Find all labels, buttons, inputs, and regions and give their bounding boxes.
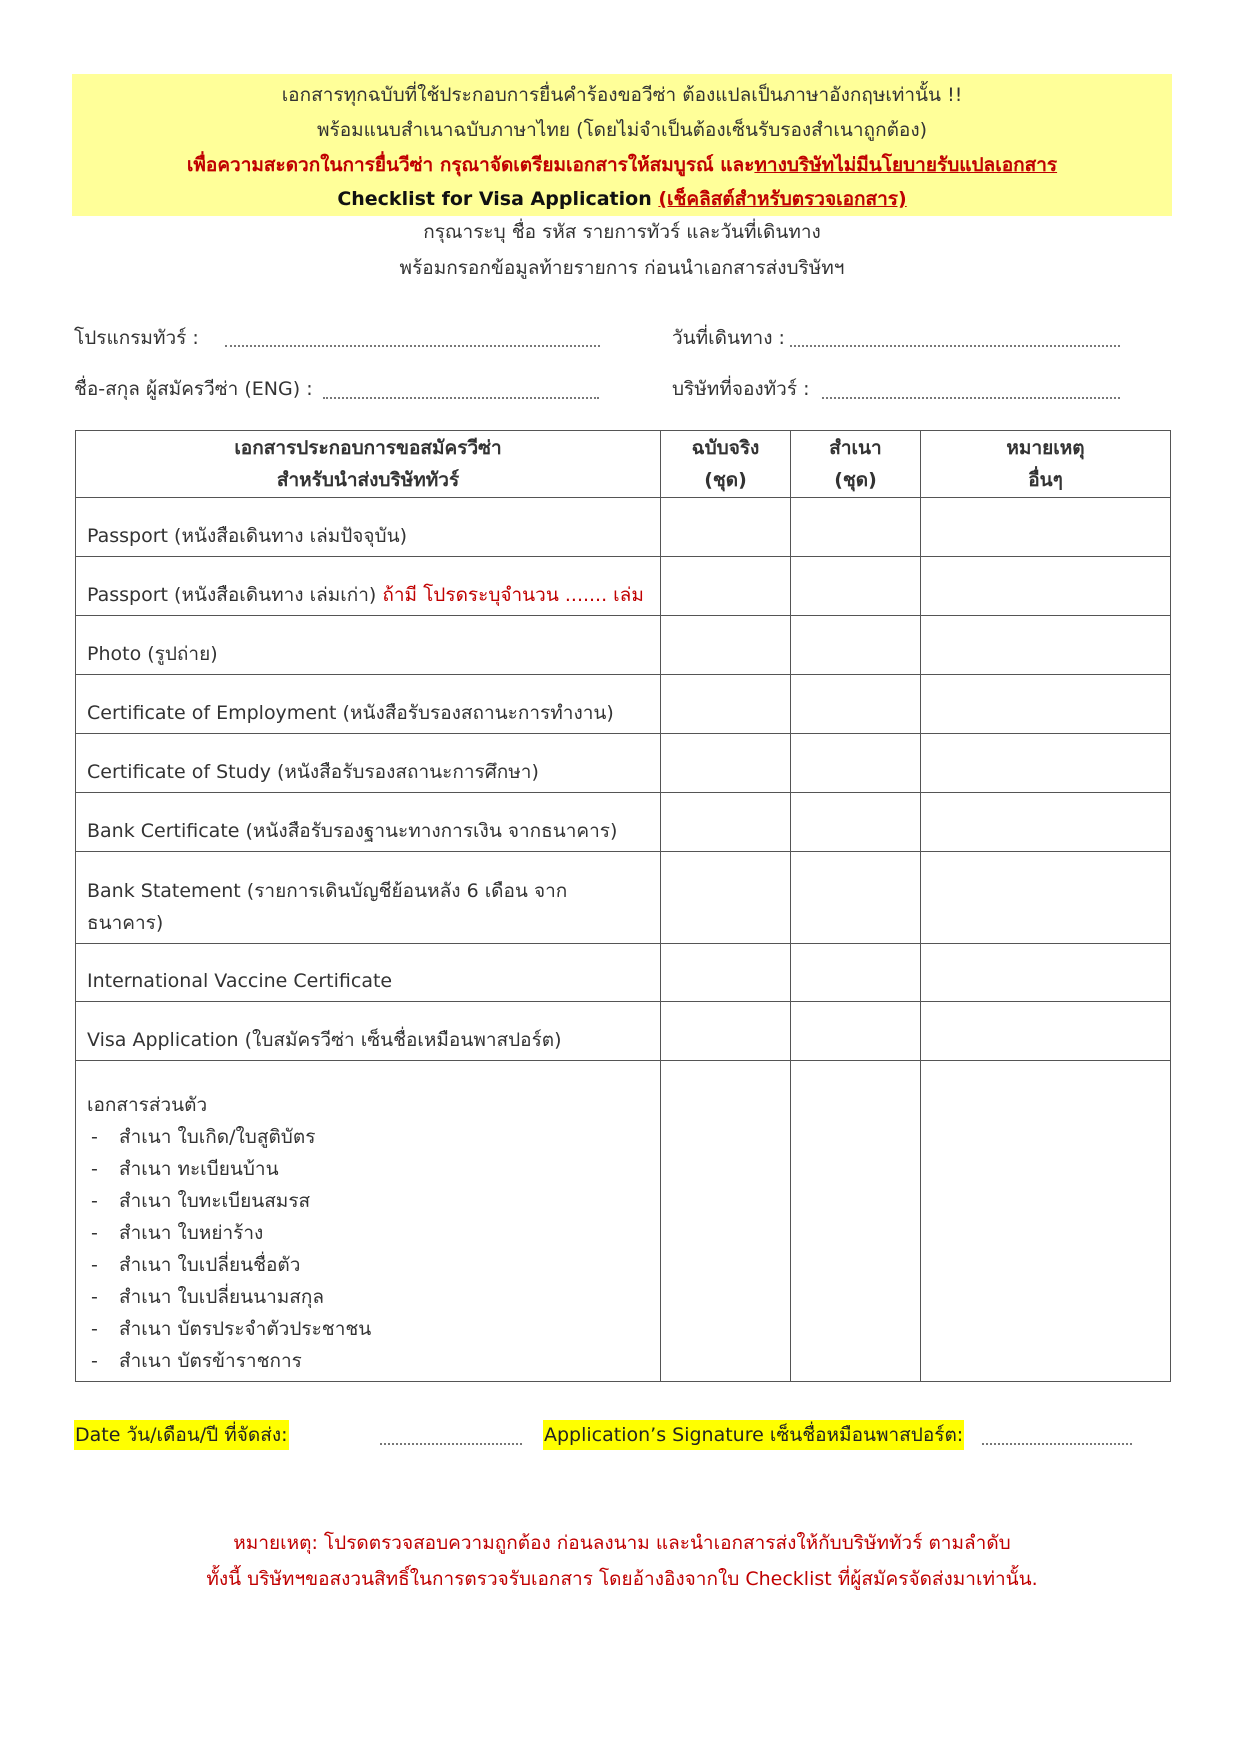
list-item-text: สำเนา ใบทะเบียนสมรส bbox=[119, 1190, 311, 1212]
row-certificate-employment: Certificate of Employment (หนังสือรับรองสถานะการทำงาน) bbox=[76, 675, 661, 734]
submission-date-field[interactable] bbox=[380, 1443, 522, 1445]
header-remarks-line2: อื่นๆ bbox=[1028, 469, 1063, 491]
table-row bbox=[76, 944, 1171, 1002]
header-copy bbox=[791, 431, 921, 498]
remarks-cell[interactable] bbox=[921, 557, 1171, 616]
list-bullet: - bbox=[91, 1158, 98, 1180]
remarks-cell[interactable] bbox=[921, 1002, 1171, 1061]
list-item-text: สำเนา บัตรประจำตัวประชาชน bbox=[119, 1318, 372, 1340]
row-personal-documents bbox=[76, 1061, 661, 1382]
list-bullet: - bbox=[91, 1254, 98, 1276]
row-bank-certificate: Bank Certificate (หนังสือรับรองฐานะทางการเงิน จากธนาคาร) bbox=[76, 793, 661, 852]
row-visa-application: Visa Application (ใบสมัครวีซ่า เซ็นชื่อเหมือนพาสปอร์ต) bbox=[76, 1002, 661, 1061]
header-document-line2: สำหรับนำส่งบริษัททัวร์ bbox=[276, 469, 460, 491]
list-item bbox=[87, 1345, 650, 1377]
copy-count-cell[interactable] bbox=[791, 498, 921, 557]
submission-date-label: Date วัน/เดือน/ปี ที่จัดส่ง: bbox=[74, 1420, 289, 1450]
footer-note-line-1: หมายเหตุ: โปรดตรวจสอบความถูกต้อง ก่อนลงนาม และนำเอกสารส่งให้กับบริษัททัวร์ ตามลำดับ bbox=[233, 1532, 1011, 1554]
table-row bbox=[76, 675, 1171, 734]
row-passport-old bbox=[76, 557, 661, 616]
original-count-cell[interactable] bbox=[661, 1002, 791, 1061]
copy-count-cell[interactable] bbox=[791, 1002, 921, 1061]
notice-line-2: พร้อมแนบสำเนาฉบับภาษาไทย (โดยไม่จำเป็นต้องเซ็นรับรองสำเนาถูกต้อง) bbox=[316, 119, 928, 141]
list-item bbox=[87, 1185, 650, 1217]
remarks-cell[interactable] bbox=[921, 1061, 1171, 1382]
remarks-cell[interactable] bbox=[921, 498, 1171, 557]
signature-label: Application’s Signature เซ็นชื่อหมือนพาสปอร์ต: bbox=[543, 1420, 964, 1450]
header-original bbox=[661, 431, 791, 498]
list-item-text: สำเนา ใบเปลี่ยนนามสกุล bbox=[119, 1286, 325, 1308]
table-row bbox=[76, 616, 1171, 675]
list-bullet: - bbox=[91, 1126, 98, 1148]
booking-company-label: บริษัทที่จองทัวร์ : bbox=[672, 378, 810, 400]
remarks-cell[interactable] bbox=[921, 852, 1171, 944]
copy-count-cell[interactable] bbox=[791, 793, 921, 852]
header-document bbox=[76, 431, 661, 498]
notice-line-1: เอกสารทุกฉบับที่ใช้ประกอบการยื่นคำร้องขอวีซ่า ต้องแปลเป็นภาษาอังกฤษเท่านั้น !! bbox=[281, 84, 963, 106]
no-translation-policy: ทางบริษัทไม่มีนโยบายรับแปลเอกสาร bbox=[754, 154, 1058, 176]
table-row bbox=[76, 1002, 1171, 1061]
row-passport-current: Passport (หนังสือเดินทาง เล่มปัจจุบัน) bbox=[76, 498, 661, 557]
header-document-line1: เอกสารประกอบการขอสมัครวีซ่า bbox=[234, 437, 502, 459]
checklist-title-th: (เช็คลิสต์สำหรับตรวจเอกสาร) bbox=[658, 188, 907, 210]
list-item-text: สำเนา ทะเบียนบ้าน bbox=[119, 1158, 279, 1180]
passport-old-note: ถ้ามี โปรดระบุจำนวน ....... เล่ม bbox=[382, 584, 644, 606]
list-item bbox=[87, 1153, 650, 1185]
tour-program-field[interactable] bbox=[225, 345, 600, 347]
footer-note-line-2: ทั้งนี้ บริษัทฯขอสงวนสิทธิ์ในการตรวจรับเอกสาร โดยอ้างอิงจากใบ Checklist ที่ผู้สมัครจัดส่งมาเท่านั้น. bbox=[206, 1568, 1038, 1590]
copy-count-cell[interactable] bbox=[791, 616, 921, 675]
remarks-cell[interactable] bbox=[921, 675, 1171, 734]
table-row bbox=[76, 498, 1171, 557]
row-bank-statement bbox=[76, 852, 661, 944]
header-remarks-line1: หมายเหตุ bbox=[1006, 437, 1085, 459]
travel-date-label: วันที่เดินทาง : bbox=[672, 327, 785, 349]
applicant-name-label: ชื่อ-สกุล ผู้สมัครวีซ่า (ENG) : bbox=[74, 378, 313, 400]
table-header-row bbox=[76, 431, 1171, 498]
copy-count-cell[interactable] bbox=[791, 734, 921, 793]
original-count-cell[interactable] bbox=[661, 793, 791, 852]
list-item bbox=[87, 1281, 650, 1313]
original-count-cell[interactable] bbox=[661, 852, 791, 944]
header-copy-line2: (ชุด) bbox=[834, 469, 877, 491]
list-bullet: - bbox=[91, 1190, 98, 1212]
original-count-cell[interactable] bbox=[661, 675, 791, 734]
row-photo: Photo (รูปถ่าย) bbox=[76, 616, 661, 675]
original-count-cell[interactable] bbox=[661, 734, 791, 793]
checklist-title-en: Checklist for Visa Application bbox=[337, 188, 659, 210]
original-count-cell[interactable] bbox=[661, 944, 791, 1002]
list-bullet: - bbox=[91, 1286, 98, 1308]
header-remarks bbox=[921, 431, 1171, 498]
personal-documents-title: เอกสารส่วนตัว bbox=[87, 1094, 208, 1116]
tour-program-label: โปรแกรมทัวร์ : bbox=[74, 327, 199, 349]
list-item-text: สำเนา ใบเกิด/ใบสูติบัตร bbox=[119, 1126, 316, 1148]
list-bullet: - bbox=[91, 1350, 98, 1372]
copy-count-cell[interactable] bbox=[791, 1061, 921, 1382]
row-vaccine-certificate: International Vaccine Certificate bbox=[76, 944, 661, 1002]
header-original-line2: (ชุด) bbox=[704, 469, 747, 491]
document-checklist-table bbox=[75, 430, 1171, 1382]
instruction-line-2: พร้อมกรอกข้อมูลท้ายรายการ ก่อนนำเอกสารส่งบริษัทฯ bbox=[399, 257, 845, 279]
original-count-cell[interactable] bbox=[661, 616, 791, 675]
checklist-title bbox=[72, 186, 1172, 212]
table-row bbox=[76, 793, 1171, 852]
original-count-cell[interactable] bbox=[661, 498, 791, 557]
bank-statement-line1: Bank Statement (รายการเดินบัญชีย้อนหลัง 6 เดือน จาก bbox=[87, 880, 568, 902]
list-item bbox=[87, 1121, 650, 1153]
table-row bbox=[76, 557, 1171, 616]
booking-company-field[interactable] bbox=[822, 397, 1120, 399]
header-original-line1: ฉบับจริง bbox=[691, 437, 760, 459]
remarks-cell[interactable] bbox=[921, 793, 1171, 852]
list-item bbox=[87, 1249, 650, 1281]
applicant-name-field[interactable] bbox=[323, 397, 599, 399]
list-bullet: - bbox=[91, 1318, 98, 1340]
list-item-text: สำเนา ใบหย่าร้าง bbox=[119, 1222, 264, 1244]
original-count-cell[interactable] bbox=[661, 557, 791, 616]
copy-count-cell[interactable] bbox=[791, 675, 921, 734]
bank-statement-line2: ธนาคาร) bbox=[87, 912, 164, 934]
table-row bbox=[76, 852, 1171, 944]
notice-banner bbox=[72, 74, 1172, 216]
signature-field[interactable] bbox=[982, 1443, 1132, 1445]
list-item bbox=[87, 1313, 650, 1345]
list-item-text: สำเนา ใบเปลี่ยนชื่อตัว bbox=[119, 1254, 301, 1276]
notice-line-3 bbox=[72, 152, 1172, 178]
notice-line-3-text: เพื่อความสะดวกในการยื่นวีซ่า กรุณาจัดเตรียมเอกสารให้สมบูรณ์ และ bbox=[186, 154, 755, 176]
list-item-text: สำเนา บัตรข้าราชการ bbox=[119, 1350, 302, 1372]
remarks-cell[interactable] bbox=[921, 616, 1171, 675]
table-row bbox=[76, 1061, 1171, 1382]
remarks-cell[interactable] bbox=[921, 734, 1171, 793]
list-item bbox=[87, 1217, 650, 1249]
copy-count-cell[interactable] bbox=[791, 557, 921, 616]
copy-count-cell[interactable] bbox=[791, 852, 921, 944]
table-row bbox=[76, 734, 1171, 793]
header-copy-line1: สำเนา bbox=[829, 437, 882, 459]
travel-date-field[interactable] bbox=[790, 345, 1120, 347]
instruction-line-1: กรุณาระบุ ชื่อ รหัส รายการทัวร์ และวันที่เดินทาง bbox=[423, 221, 821, 243]
passport-old-label: Passport (หนังสือเดินทาง เล่มเก่า) bbox=[87, 584, 383, 606]
remarks-cell[interactable] bbox=[921, 944, 1171, 1002]
original-count-cell[interactable] bbox=[661, 1061, 791, 1382]
list-bullet: - bbox=[91, 1222, 98, 1244]
row-certificate-study: Certificate of Study (หนังสือรับรองสถานะการศึกษา) bbox=[76, 734, 661, 793]
copy-count-cell[interactable] bbox=[791, 944, 921, 1002]
